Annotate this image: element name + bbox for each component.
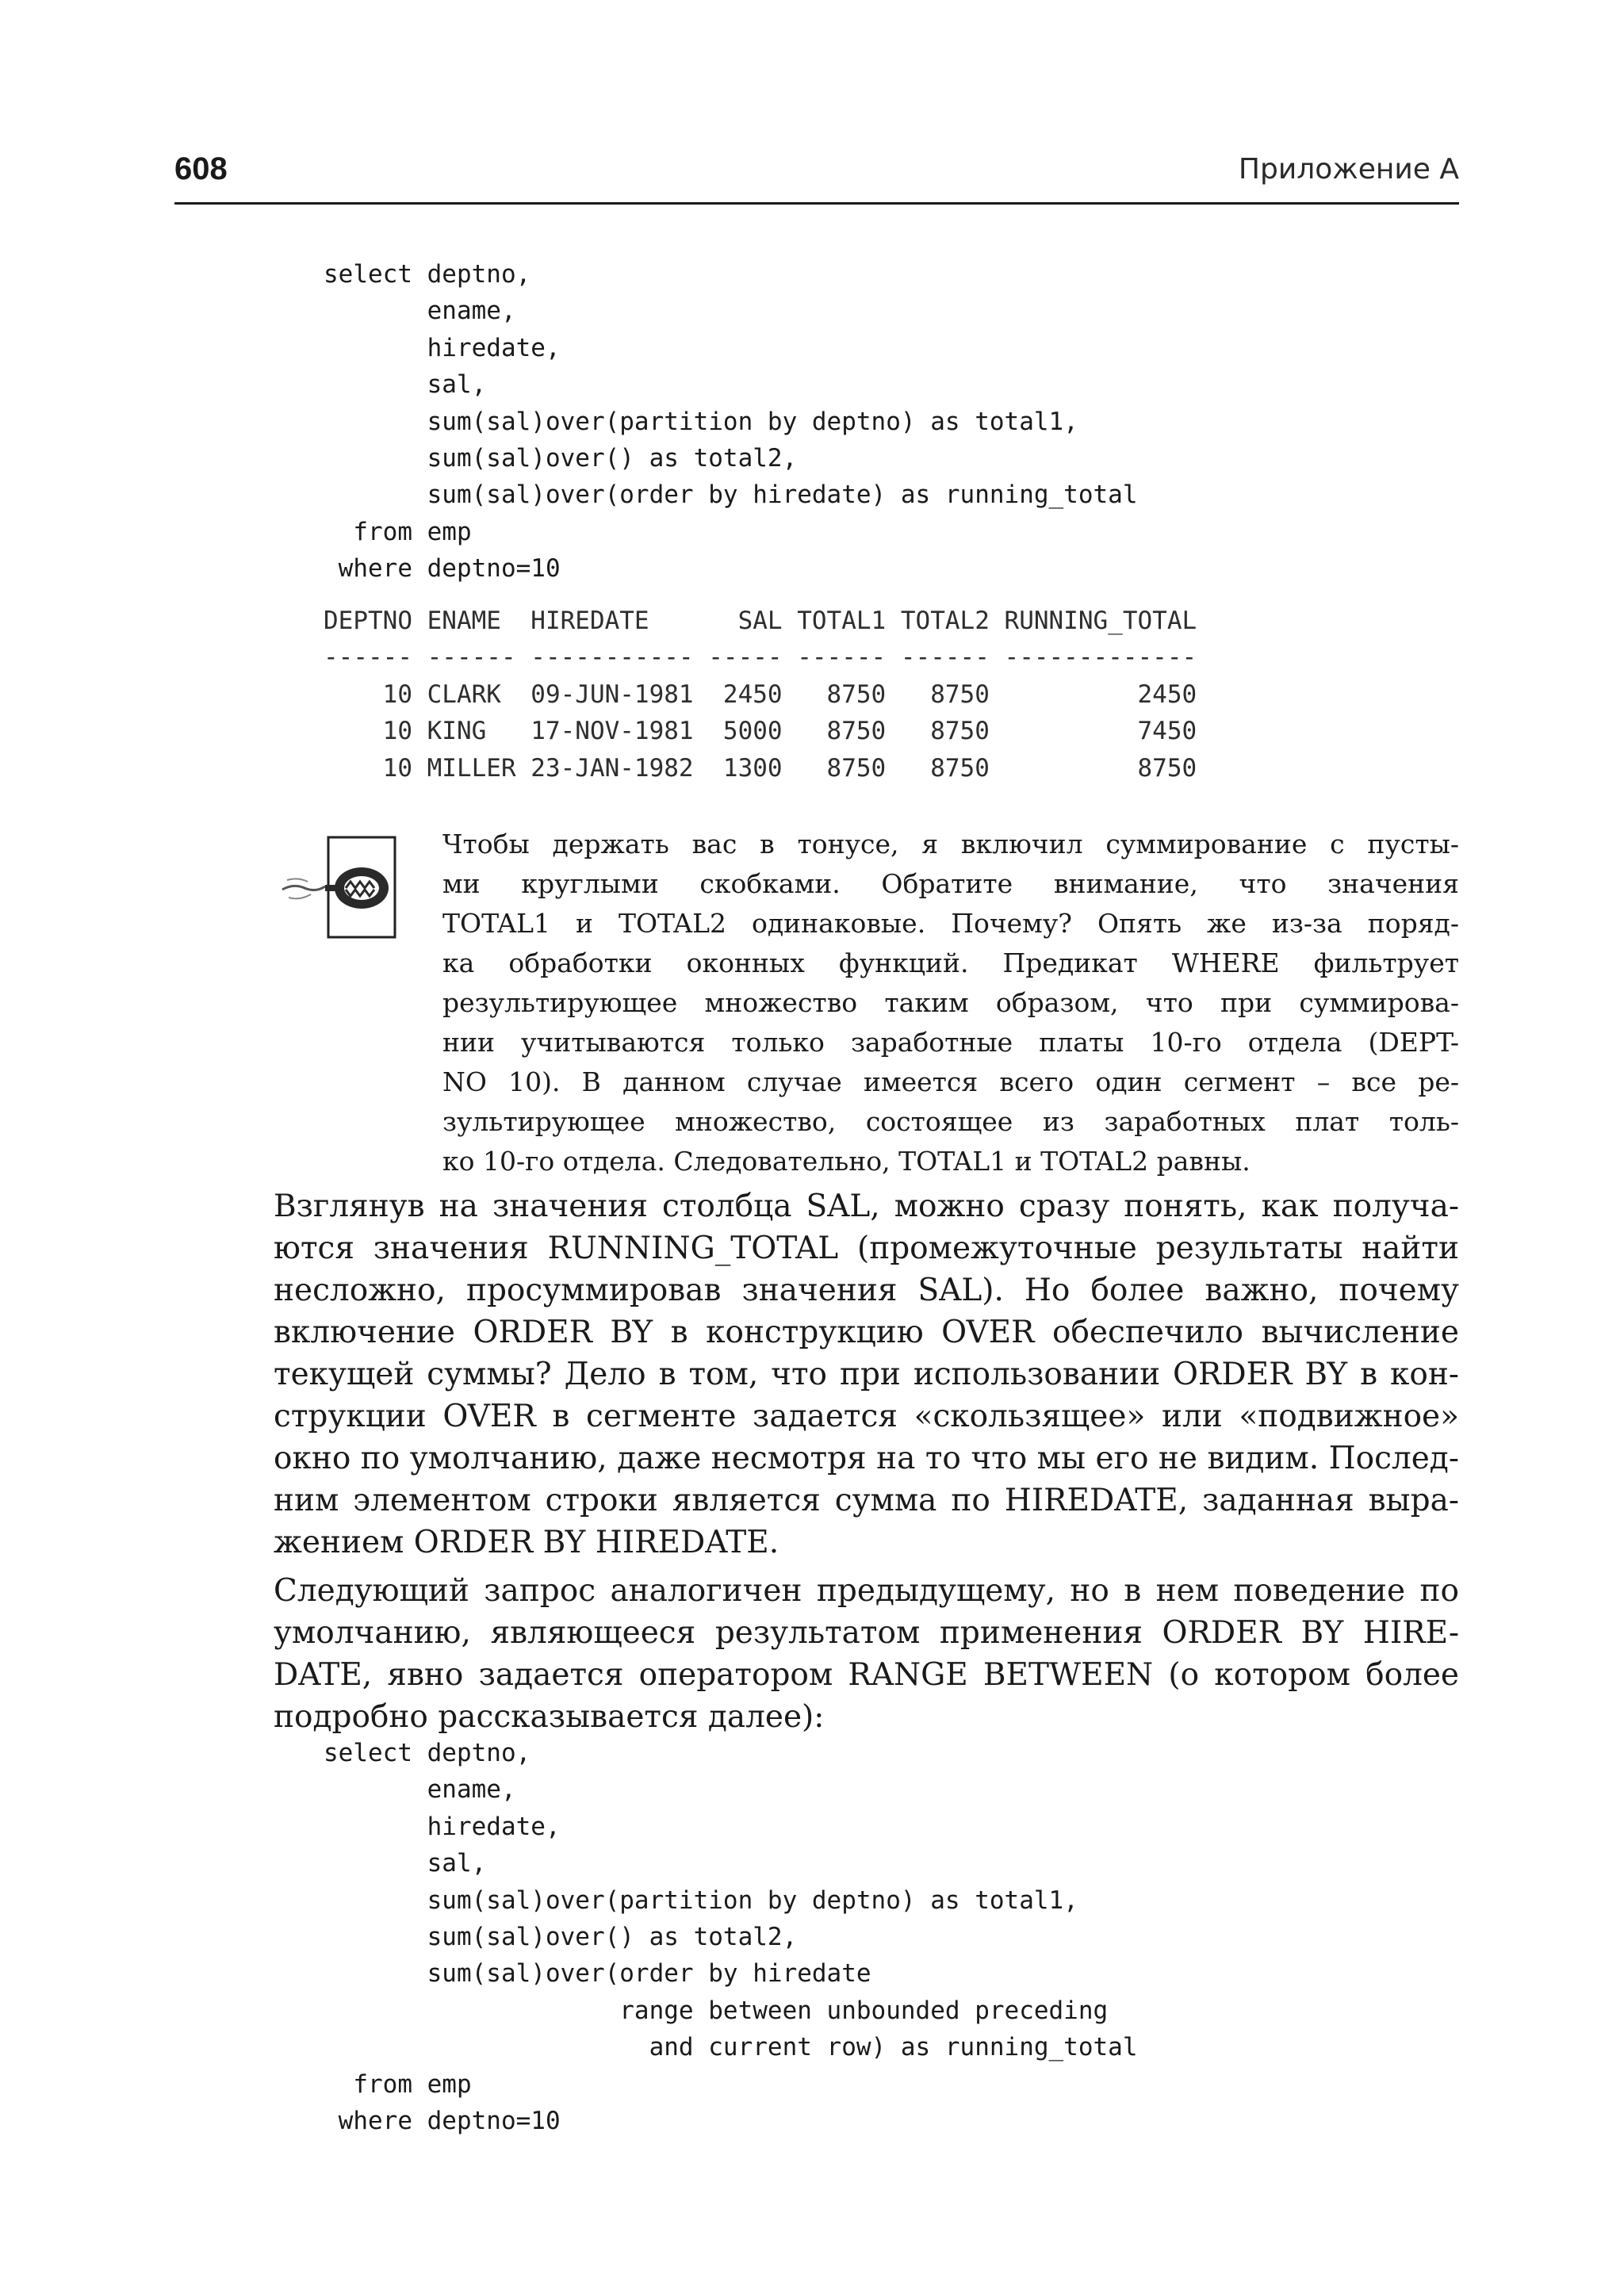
- text-line: текущей суммы? Дело в том, что при использовании ORDER BY в кон-: [274, 1357, 1459, 1392]
- code-line: select deptno,: [324, 1739, 531, 1767]
- result-separator-row: ------ ------ ----------- ----- ------ ------ -------------: [324, 643, 1197, 672]
- page-header: [174, 147, 1459, 205]
- text-line: жением ORDER BY HIREDATE.: [274, 1525, 779, 1560]
- code-line: and current row) as running_total: [324, 2033, 1138, 2062]
- code-line: ename,: [324, 1775, 516, 1805]
- code-line: hiredate,: [324, 333, 561, 362]
- code-line: hiredate,: [324, 1812, 561, 1841]
- text-line: Взглянув на значения столбца SAL, можно сразу понять, как получа-: [274, 1189, 1459, 1224]
- text-line: TOTAL1 и TOTAL2 одинаковые. Почему? Опять же из-за поряд-: [442, 908, 1459, 939]
- text-line: ются значения RUNNING_TOTAL (промежуточные результаты найти: [274, 1231, 1459, 1266]
- code-line: range between unbounded preceding: [324, 1996, 1109, 2025]
- text-line: DATE, явно задается оператором RANGE BETWEEN (о котором более: [274, 1657, 1459, 1693]
- code-line: sum(sal)over(order by hiredate: [324, 1959, 871, 1989]
- query-result-table: [324, 603, 1197, 787]
- code-line: ename,: [324, 297, 516, 326]
- code-line: sal,: [324, 370, 487, 400]
- trap-icon: [279, 831, 398, 942]
- code-line: sum(sal)over() as total2,: [324, 1922, 798, 1951]
- text-line: Чтобы держать вас в тонусе, я включил суммирование с пусты-: [442, 829, 1459, 859]
- code-line: from emp: [324, 2069, 472, 2099]
- code-line: from emp: [324, 517, 472, 546]
- text-line: ко 10-го отдела. Следовательно, TOTAL1 и TOTAL2 равны.: [442, 1146, 1251, 1177]
- result-row: 10 CLARK 09-JUN-1981 2450 8750 8750 2450: [324, 679, 1197, 709]
- text-line: несложно, просуммировав значения SAL). Но более важно, почему: [274, 1273, 1459, 1308]
- code-line: sal,: [324, 1849, 487, 1878]
- code-line: where deptno=10: [324, 554, 561, 584]
- code-line: sum(sal)over(order by hiredate) as running_total: [324, 480, 1138, 510]
- result-header-row: DEPTNO ENAME HIREDATE SAL TOTAL1 TOTAL2 RUNNING_TOTAL: [324, 607, 1197, 635]
- sql-code-block-2: [324, 1735, 1138, 2139]
- body-paragraph-1: [274, 1185, 1459, 1564]
- text-line: ним элементом строки является сумма по HIREDATE, заданная выра-: [274, 1483, 1459, 1518]
- code-line: select deptno,: [324, 260, 531, 289]
- text-line: подробно рассказывается далее):: [274, 1699, 825, 1735]
- code-line: sum(sal)over(partition by deptno) as total1,: [324, 1885, 1078, 1915]
- text-line: нии учитываются только заработные платы 10-го отдела (DEPT-: [442, 1027, 1459, 1058]
- text-line: Следующий запрос аналогичен предыдущему, но в нем поведение по: [274, 1573, 1459, 1609]
- text-line: ка обработки оконных функций. Предикат WHERE фильтрует: [442, 947, 1459, 978]
- text-line: результирующее множество таким образом, что при суммирова-: [442, 987, 1459, 1018]
- code-line: sum(sal)over(partition by deptno) as total1,: [324, 407, 1078, 436]
- result-row: 10 MILLER 23-JAN-1982 1300 8750 8750 8750: [324, 753, 1197, 783]
- warning-text: [442, 825, 1459, 1181]
- sql-code-block-1: [324, 256, 1138, 588]
- code-line: where deptno=10: [324, 2106, 561, 2135]
- text-line: NO 10). В данном случае имеется всего один сегмент – все ре-: [442, 1066, 1459, 1097]
- text-line: ми круглыми скобками. Обратите внимание, что значения: [442, 868, 1459, 899]
- body-paragraph-2: [274, 1570, 1459, 1738]
- text-line: включение ORDER BY в конструкцию OVER обеспечило вычисление: [274, 1315, 1459, 1350]
- text-line: окно по умолчанию, даже несмотря на то что мы его не видим. Послед-: [274, 1441, 1459, 1476]
- result-row: 10 KING 17-NOV-1981 5000 8750 8750 7450: [324, 717, 1197, 746]
- text-line: умолчанию, являющееся результатом применения ORDER BY HIRE-: [274, 1615, 1459, 1651]
- text-line: струкции OVER в сегменте задается «скользящее» или «подвижное»: [274, 1399, 1459, 1434]
- warning-note: [279, 825, 1459, 1177]
- running-head: Приложение А: [1238, 153, 1459, 186]
- text-line: зультирующее множество, состоящее из заработных плат толь-: [442, 1106, 1459, 1137]
- code-line: sum(sal)over() as total2,: [324, 443, 798, 473]
- page-number: 608: [174, 151, 228, 186]
